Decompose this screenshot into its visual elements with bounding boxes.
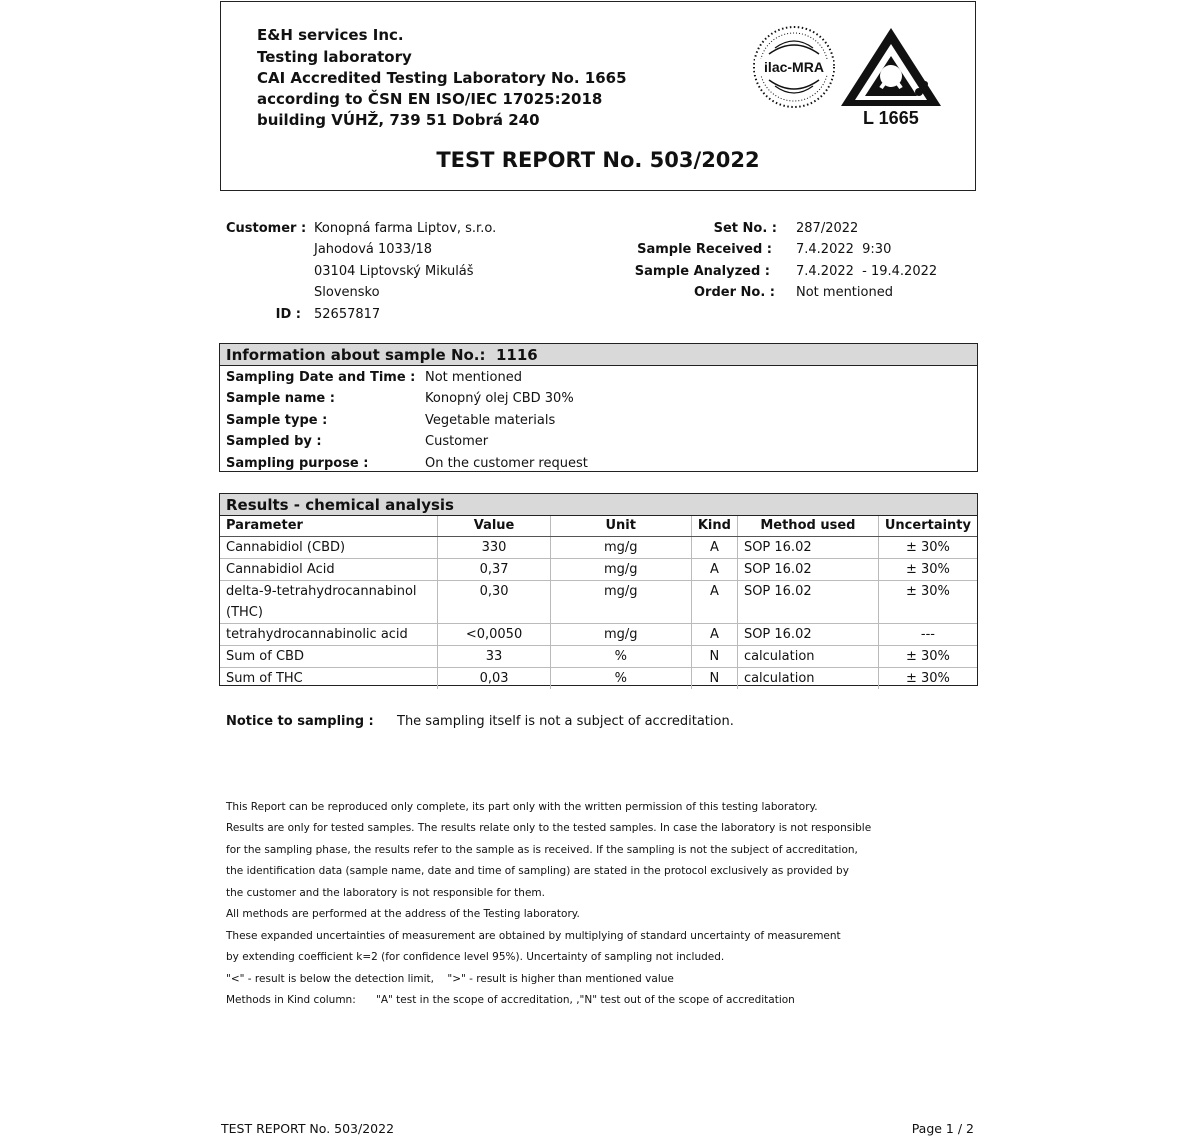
sample-type-value: Vegetable materials — [425, 413, 556, 428]
table-row — [220, 559, 977, 581]
sample-analyzed-value: 7.4.2022 - 19.4.2022 — [796, 264, 938, 279]
customer-id: 52657817 — [314, 307, 381, 322]
report-header — [220, 1, 976, 191]
cell-unit: mg/g — [550, 624, 691, 646]
results-header-row — [220, 516, 977, 537]
disclaimer-line: All methods are performed at the address of the Testing laboratory. — [226, 908, 580, 920]
cai-logo — [839, 26, 943, 108]
cell-kind: A — [691, 581, 737, 624]
cell-value: 0,37 — [438, 559, 550, 581]
customer-city: 03104 Liptovský Mikuláš — [314, 264, 474, 279]
disclaimer-line: by extending coefficient k=2 (for confidence level 95%). Uncertainty of sampling not included. — [226, 951, 725, 963]
table-row — [220, 646, 977, 668]
results-grid — [220, 516, 977, 689]
set-no-value: 287/2022 — [796, 221, 859, 236]
cell-kind: N — [691, 646, 737, 668]
kind-note-text: "A" test in the scope of accreditation, ,"N" test out of the scope of accreditation — [376, 994, 795, 1006]
customer-country: Slovensko — [314, 285, 380, 300]
order-no-label: Order No. : — [694, 285, 775, 300]
cell-parameter-line2: (THC) — [226, 605, 263, 620]
cell-kind: A — [691, 624, 737, 646]
disclaimer-line: Results are only for tested samples. The results relate only to the tested samples. In case the laboratory is not responsible — [226, 822, 872, 834]
cell-unit: % — [550, 668, 691, 690]
cell-uncertainty: --- — [878, 624, 977, 646]
sample-analyzed-label: Sample Analyzed : — [634, 264, 770, 279]
col-method: Method used — [737, 516, 878, 537]
disclaimer-line: This Report can be reproduced only complete, its part only with the written permission of this testing laboratory. — [226, 801, 818, 813]
cell-uncertainty: ± 30% — [878, 581, 977, 624]
disclaimer-line: "<" - result is below the detection limit, ">" - result is higher than mentioned value — [226, 973, 674, 985]
page-title: TEST REPORT No. 503/2022 — [436, 148, 760, 172]
sample-info-title: Information about sample No.: 1116 — [220, 344, 977, 366]
customer-label: Customer : — [226, 221, 307, 236]
cell-parameter — [220, 581, 438, 624]
sample-received-value: 7.4.2022 9:30 — [796, 242, 892, 257]
cell-method: SOP 16.02 — [737, 559, 878, 581]
lab-name: E&H services Inc. — [257, 26, 404, 44]
lab-accreditation: CAI Accredited Testing Laboratory No. 1665 — [257, 69, 627, 87]
cell-kind: A — [691, 537, 737, 559]
cell-uncertainty: ± 30% — [878, 646, 977, 668]
disclaimer-line: for the sampling phase, the results refer to the sample as is received. If the sampling is not the subject of accreditation, — [226, 844, 858, 856]
customer-street: Jahodová 1033/18 — [314, 242, 432, 257]
table-row — [220, 624, 977, 646]
cell-parameter: Cannabidiol Acid — [220, 559, 438, 581]
cell-value: <0,0050 — [438, 624, 550, 646]
set-no-label: Set No. : — [713, 221, 777, 236]
cell-unit: % — [550, 646, 691, 668]
cell-parameter: Sum of THC — [220, 668, 438, 690]
sampled-by-label: Sampled by : — [226, 434, 322, 449]
disclaimer-line: These expanded uncertainties of measurement are obtained by multiplying of standard uncertainty of measurement — [226, 930, 841, 942]
sample-info-table — [219, 343, 978, 472]
footer-report-number: TEST REPORT No. 503/2022 — [221, 1121, 395, 1136]
sampled-by-value: Customer — [425, 434, 489, 449]
cell-parameter-line1: delta-9-tetrahydrocannabinol — [226, 584, 417, 599]
cell-method: SOP 16.02 — [737, 624, 878, 646]
sampling-purpose-value: On the customer request — [425, 456, 588, 471]
notice-label: Notice to sampling : — [226, 714, 374, 729]
cell-method: SOP 16.02 — [737, 537, 878, 559]
cell-parameter: Cannabidiol (CBD) — [220, 537, 438, 559]
cell-method: calculation — [737, 668, 878, 690]
cell-unit: mg/g — [550, 559, 691, 581]
lab-standard: according to ČSN EN ISO/IEC 17025:2018 — [257, 90, 603, 108]
cell-value: 0,30 — [438, 581, 550, 624]
cell-unit: mg/g — [550, 581, 691, 624]
results-table — [219, 493, 978, 686]
table-row — [220, 668, 977, 690]
cell-method: SOP 16.02 — [737, 581, 878, 624]
col-unit: Unit — [550, 516, 691, 537]
customer-name: Konopná farma Liptov, s.r.o. — [314, 221, 497, 236]
sample-type-label: Sample type : — [226, 413, 328, 428]
col-uncertainty: Uncertainty — [878, 516, 977, 537]
cell-parameter: Sum of CBD — [220, 646, 438, 668]
sampling-purpose-label: Sampling purpose : — [226, 456, 369, 471]
cell-kind: A — [691, 559, 737, 581]
disclaimer-line: the identification data (sample name, date and time of sampling) are stated in the protocol exclusively as provided by — [226, 865, 849, 877]
cell-method: calculation — [737, 646, 878, 668]
customer-id-label: ID : — [275, 307, 301, 322]
sampling-date-value: Not mentioned — [425, 370, 522, 385]
cell-value: 0,03 — [438, 668, 550, 690]
kind-note-label: Methods in Kind column: — [226, 994, 356, 1006]
disclaimer-line: the customer and the laboratory is not responsible for them. — [226, 887, 545, 899]
table-row — [220, 537, 977, 559]
cell-value: 33 — [438, 646, 550, 668]
sampling-date-label: Sampling Date and Time : — [226, 370, 416, 385]
sample-name-value: Konopný olej CBD 30% — [425, 391, 574, 406]
ilac-mra-logo — [751, 24, 837, 110]
footer-page-number: Page 1 / 2 — [911, 1121, 974, 1136]
results-title: Results - chemical analysis — [220, 494, 977, 516]
cell-unit: mg/g — [550, 537, 691, 559]
col-value: Value — [438, 516, 550, 537]
lab-type: Testing laboratory — [257, 48, 412, 66]
cell-uncertainty: ± 30% — [878, 537, 977, 559]
table-row — [220, 581, 977, 624]
lab-address: building VÚHŽ, 739 51 Dobrá 240 — [257, 111, 540, 129]
cai-number: L 1665 — [863, 108, 919, 128]
order-no-value: Not mentioned — [796, 285, 893, 300]
cell-uncertainty: ± 30% — [878, 668, 977, 690]
col-kind: Kind — [691, 516, 737, 537]
cell-uncertainty: ± 30% — [878, 559, 977, 581]
cell-kind: N — [691, 668, 737, 690]
notice-text: The sampling itself is not a subject of accreditation. — [397, 714, 734, 729]
cell-value: 330 — [438, 537, 550, 559]
sample-received-label: Sample Received : — [637, 242, 772, 257]
ilac-mra-text: ilac-MRA — [764, 59, 824, 75]
cell-parameter: tetrahydrocannabinolic acid — [220, 624, 438, 646]
col-parameter: Parameter — [220, 516, 438, 537]
sample-name-label: Sample name : — [226, 391, 335, 406]
